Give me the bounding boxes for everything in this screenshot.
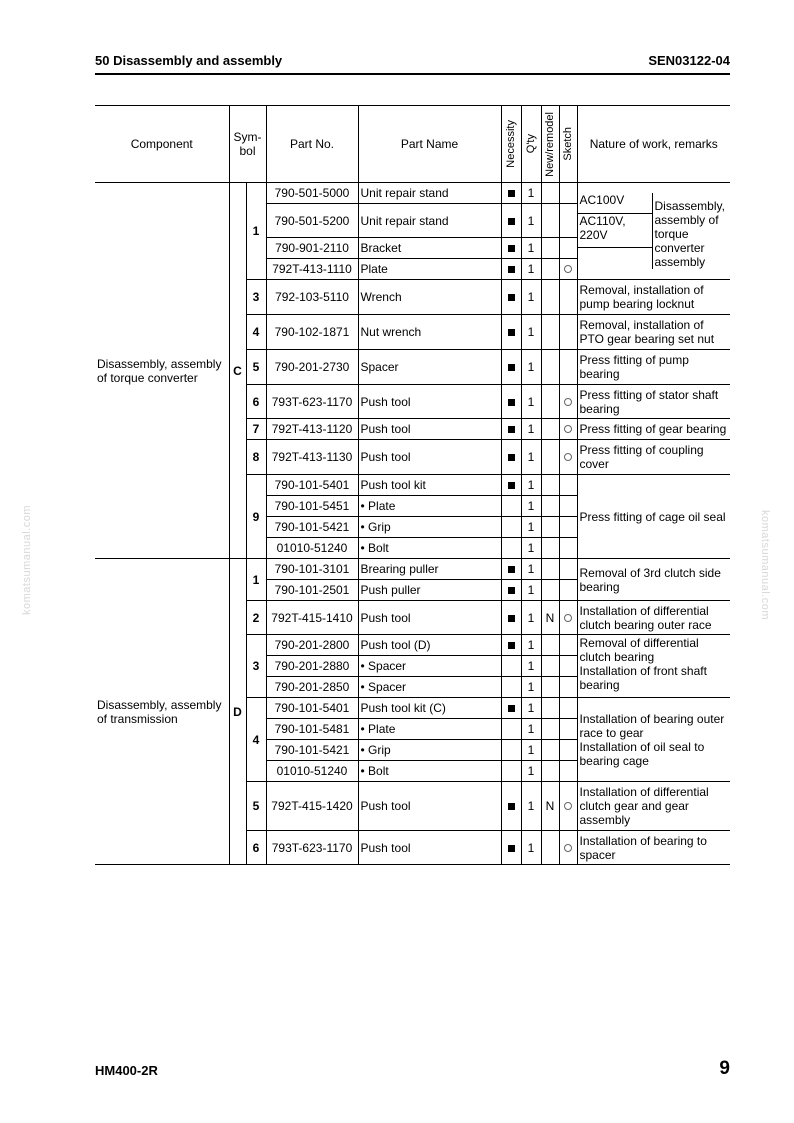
part-name: • Spacer [358, 677, 501, 698]
new-remodel-cell [541, 698, 559, 719]
filled-square-icon [508, 845, 515, 852]
qty-cell: 1 [521, 183, 541, 204]
qty-cell: 1 [521, 419, 541, 440]
sketch-cell [559, 761, 577, 782]
sketch-cell [559, 698, 577, 719]
filled-square-icon [508, 587, 515, 594]
qty-cell: 1 [521, 719, 541, 740]
qty-cell: 1 [521, 698, 541, 719]
remark-voltage-a: AC100V [578, 193, 652, 214]
filled-square-icon [508, 245, 515, 252]
new-remodel-cell [541, 475, 559, 496]
part-name: Nut wrench [358, 315, 501, 350]
sketch-cell [559, 677, 577, 698]
part-name: Push tool [358, 782, 501, 831]
new-remodel-cell [541, 183, 559, 204]
qty-cell: 1 [521, 440, 541, 475]
sketch-cell [559, 656, 577, 677]
new-remodel-cell [541, 761, 559, 782]
filled-square-icon [508, 705, 515, 712]
necessity-cell [501, 740, 521, 761]
new-remodel-cell [541, 385, 559, 419]
remark-voltage-b: AC110V, 220V [578, 214, 652, 248]
remark-cell: Installation of bearing to spacer [577, 831, 730, 865]
necessity-cell [501, 601, 521, 635]
part-number: 790-501-5000 [266, 183, 358, 204]
item-number: 6 [246, 385, 266, 419]
new-remodel-cell [541, 496, 559, 517]
new-remodel-cell [541, 350, 559, 385]
model-name: HM400-2R [95, 1063, 158, 1078]
part-name: Push tool [358, 440, 501, 475]
necessity-cell [501, 761, 521, 782]
table-row [95, 559, 730, 580]
item-number: 2 [246, 601, 266, 635]
qty-cell: 1 [521, 559, 541, 580]
part-number: 790-501-5200 [266, 204, 358, 238]
component-cell: Disassembly, assembly of transmission [95, 559, 229, 865]
circle-icon [564, 844, 572, 852]
necessity-cell [501, 698, 521, 719]
part-name: Push tool [358, 831, 501, 865]
item-number: 9 [246, 475, 266, 559]
sketch-cell [559, 496, 577, 517]
qty-cell: 1 [521, 259, 541, 280]
sketch-cell [559, 440, 577, 475]
qty-cell: 1 [521, 204, 541, 238]
item-number: 5 [246, 350, 266, 385]
sketch-cell [559, 635, 577, 656]
part-number: 790-101-5421 [266, 740, 358, 761]
remark-cell: Press fitting of coupling cover [577, 440, 730, 475]
sketch-cell [559, 740, 577, 761]
part-number: 790-102-1871 [266, 315, 358, 350]
qty-cell: 1 [521, 740, 541, 761]
filled-square-icon [508, 803, 515, 810]
necessity-cell [501, 517, 521, 538]
qty-cell: 1 [521, 238, 541, 259]
new-remodel-cell [541, 440, 559, 475]
item-number: 7 [246, 419, 266, 440]
sketch-cell [559, 538, 577, 559]
new-remodel-cell [541, 238, 559, 259]
part-name: Bracket [358, 238, 501, 259]
item-number: 1 [246, 559, 266, 601]
filled-square-icon [508, 399, 515, 406]
filled-square-icon [508, 566, 515, 573]
part-name: Push tool kit [358, 475, 501, 496]
sketch-cell [559, 259, 577, 280]
component-cell: Disassembly, assembly of torque converter [95, 183, 229, 559]
remark-cell: Press fitting of gear bearing [577, 419, 730, 440]
remark-cell: Installation of differential clutch gear and gear assembly [577, 782, 730, 831]
necessity-cell [501, 656, 521, 677]
necessity-cell [501, 259, 521, 280]
new-remodel-cell [541, 740, 559, 761]
part-number: 793T-623-1170 [266, 385, 358, 419]
part-name: • Plate [358, 719, 501, 740]
new-remodel-cell: N [541, 601, 559, 635]
col-qty: Q'ty [521, 106, 541, 183]
item-number: 5 [246, 782, 266, 831]
item-number: 8 [246, 440, 266, 475]
part-name: Push tool (D) [358, 635, 501, 656]
circle-icon [564, 265, 572, 273]
item-number: 1 [246, 183, 266, 280]
new-remodel-cell: N [541, 782, 559, 831]
qty-cell: 1 [521, 517, 541, 538]
part-number: 790-101-5401 [266, 698, 358, 719]
necessity-cell [501, 831, 521, 865]
part-name: Plate [358, 259, 501, 280]
filled-square-icon [508, 190, 515, 197]
sketch-cell [559, 719, 577, 740]
col-new-remodel: New/remodel [541, 106, 559, 183]
remark-cell: Removal of differential clutch bearing Installation of front shaft bearing [577, 635, 730, 698]
sketch-cell [559, 475, 577, 496]
new-remodel-cell [541, 580, 559, 601]
filled-square-icon [508, 426, 515, 433]
part-name: • Grip [358, 517, 501, 538]
sketch-cell [559, 350, 577, 385]
qty-cell: 1 [521, 635, 541, 656]
new-remodel-cell [541, 419, 559, 440]
part-number: 790-101-2501 [266, 580, 358, 601]
new-remodel-cell [541, 677, 559, 698]
qty-cell: 1 [521, 677, 541, 698]
part-number: 792T-413-1110 [266, 259, 358, 280]
part-name: Push tool [358, 419, 501, 440]
necessity-cell [501, 204, 521, 238]
new-remodel-cell [541, 656, 559, 677]
qty-cell: 1 [521, 496, 541, 517]
part-name: Spacer [358, 350, 501, 385]
necessity-cell [501, 350, 521, 385]
part-number: 01010-51240 [266, 538, 358, 559]
qty-cell: 1 [521, 782, 541, 831]
part-name: • Bolt [358, 538, 501, 559]
part-number: 790-101-5401 [266, 475, 358, 496]
symbol-cell: C [229, 183, 246, 559]
new-remodel-cell [541, 315, 559, 350]
circle-icon [564, 614, 572, 622]
necessity-cell [501, 719, 521, 740]
col-part-name: Part Name [358, 106, 501, 183]
sketch-cell [559, 183, 577, 204]
qty-cell: 1 [521, 761, 541, 782]
page-number: 9 [719, 1058, 730, 1079]
new-remodel-cell [541, 280, 559, 315]
part-number: 793T-623-1170 [266, 831, 358, 865]
part-number: 790-101-3101 [266, 559, 358, 580]
part-name: Push puller [358, 580, 501, 601]
sketch-cell [559, 385, 577, 419]
qty-cell: 1 [521, 601, 541, 635]
necessity-cell [501, 677, 521, 698]
filled-square-icon [508, 294, 515, 301]
part-name: • Spacer [358, 656, 501, 677]
necessity-cell [501, 559, 521, 580]
part-number: 792T-415-1410 [266, 601, 358, 635]
circle-icon [564, 425, 572, 433]
sketch-cell [559, 419, 577, 440]
filled-square-icon [508, 615, 515, 622]
necessity-cell [501, 635, 521, 656]
sketch-cell [559, 559, 577, 580]
part-name: Push tool [358, 601, 501, 635]
filled-square-icon [508, 329, 515, 336]
part-number: 790-201-2880 [266, 656, 358, 677]
new-remodel-cell [541, 635, 559, 656]
new-remodel-cell [541, 831, 559, 865]
col-sketch: Sketch [559, 106, 577, 183]
part-number: 792T-415-1420 [266, 782, 358, 831]
table-row [95, 183, 730, 204]
necessity-cell [501, 475, 521, 496]
watermark-left: komatsumanual.com [21, 505, 33, 615]
part-name: • Plate [358, 496, 501, 517]
necessity-cell [501, 419, 521, 440]
part-name: Push tool [358, 385, 501, 419]
section-title: 50 Disassembly and assembly [95, 53, 283, 68]
part-number: 790-101-5451 [266, 496, 358, 517]
filled-square-icon [508, 364, 515, 371]
necessity-cell [501, 496, 521, 517]
remark-cell: Installation of bearing outer race to gear Installation of oil seal to bearing cage [577, 698, 730, 782]
item-number: 6 [246, 831, 266, 865]
part-number: 792T-413-1130 [266, 440, 358, 475]
document-code: SEN03122-04 [648, 53, 730, 68]
remark-cell: Removal, installation of pump bearing locknut [577, 280, 730, 315]
part-name: • Grip [358, 740, 501, 761]
watermark-right: komatsumanual.com [759, 510, 771, 620]
new-remodel-cell [541, 719, 559, 740]
remark-cell: Press fitting of cage oil seal [577, 475, 730, 559]
part-number: 790-201-2800 [266, 635, 358, 656]
part-number: 790-101-5481 [266, 719, 358, 740]
new-remodel-cell [541, 559, 559, 580]
qty-cell: 1 [521, 831, 541, 865]
sketch-cell [559, 238, 577, 259]
sketch-cell [559, 580, 577, 601]
item-number: 4 [246, 698, 266, 782]
new-remodel-cell [541, 259, 559, 280]
qty-cell: 1 [521, 385, 541, 419]
necessity-cell [501, 280, 521, 315]
necessity-cell [501, 440, 521, 475]
part-name: Push tool kit (C) [358, 698, 501, 719]
col-component: Component [95, 106, 229, 183]
sketch-cell [559, 315, 577, 350]
qty-cell: 1 [521, 475, 541, 496]
sketch-cell [559, 782, 577, 831]
remark-cell [577, 183, 730, 280]
filled-square-icon [508, 218, 515, 225]
col-symbol: Sym- bol [229, 106, 266, 183]
filled-square-icon [508, 482, 515, 489]
part-number: 792T-413-1120 [266, 419, 358, 440]
part-name: Wrench [358, 280, 501, 315]
part-number: 792-103-5110 [266, 280, 358, 315]
circle-icon [564, 398, 572, 406]
qty-cell: 1 [521, 580, 541, 601]
remark-cell: Removal of 3rd clutch side bearing [577, 559, 730, 601]
necessity-cell [501, 782, 521, 831]
part-name: Unit repair stand [358, 204, 501, 238]
new-remodel-cell [541, 538, 559, 559]
part-name: Unit repair stand [358, 183, 501, 204]
new-remodel-cell [541, 204, 559, 238]
qty-cell: 1 [521, 350, 541, 385]
qty-cell: 1 [521, 538, 541, 559]
sketch-cell [559, 280, 577, 315]
necessity-cell [501, 538, 521, 559]
qty-cell: 1 [521, 280, 541, 315]
symbol-cell: D [229, 559, 246, 865]
item-number: 4 [246, 315, 266, 350]
part-number: 790-201-2850 [266, 677, 358, 698]
filled-square-icon [508, 454, 515, 461]
col-necessity: Necessity [501, 106, 521, 183]
qty-cell: 1 [521, 315, 541, 350]
col-remarks: Nature of work, remarks [577, 106, 730, 183]
remark-cell: Press fitting of pump bearing [577, 350, 730, 385]
col-part-no: Part No. [266, 106, 358, 183]
tool-table [95, 105, 730, 865]
remark-cell: Disassembly, assembly of torque converter assembly [654, 199, 725, 269]
part-number: 01010-51240 [266, 761, 358, 782]
remark-cell: Installation of differential clutch bearing outer race [577, 601, 730, 635]
part-name: • Bolt [358, 761, 501, 782]
necessity-cell [501, 580, 521, 601]
sketch-cell [559, 601, 577, 635]
sketch-cell [559, 831, 577, 865]
necessity-cell [501, 315, 521, 350]
sketch-cell [559, 204, 577, 238]
part-name: Brearing puller [358, 559, 501, 580]
remark-cell: Press fitting of stator shaft bearing [577, 385, 730, 419]
part-number: 790-201-2730 [266, 350, 358, 385]
filled-square-icon [508, 266, 515, 273]
filled-square-icon [508, 642, 515, 649]
new-remodel-cell [541, 517, 559, 538]
circle-icon [564, 453, 572, 461]
item-number: 3 [246, 635, 266, 698]
necessity-cell [501, 385, 521, 419]
sketch-cell [559, 517, 577, 538]
part-number: 790-101-5421 [266, 517, 358, 538]
circle-icon [564, 802, 572, 810]
part-number: 790-901-2110 [266, 238, 358, 259]
table-header-row [95, 106, 730, 183]
header-rule [95, 73, 730, 75]
necessity-cell [501, 183, 521, 204]
remark-cell: Removal, installation of PTO gear bearing set nut [577, 315, 730, 350]
item-number: 3 [246, 280, 266, 315]
necessity-cell [501, 238, 521, 259]
qty-cell: 1 [521, 656, 541, 677]
